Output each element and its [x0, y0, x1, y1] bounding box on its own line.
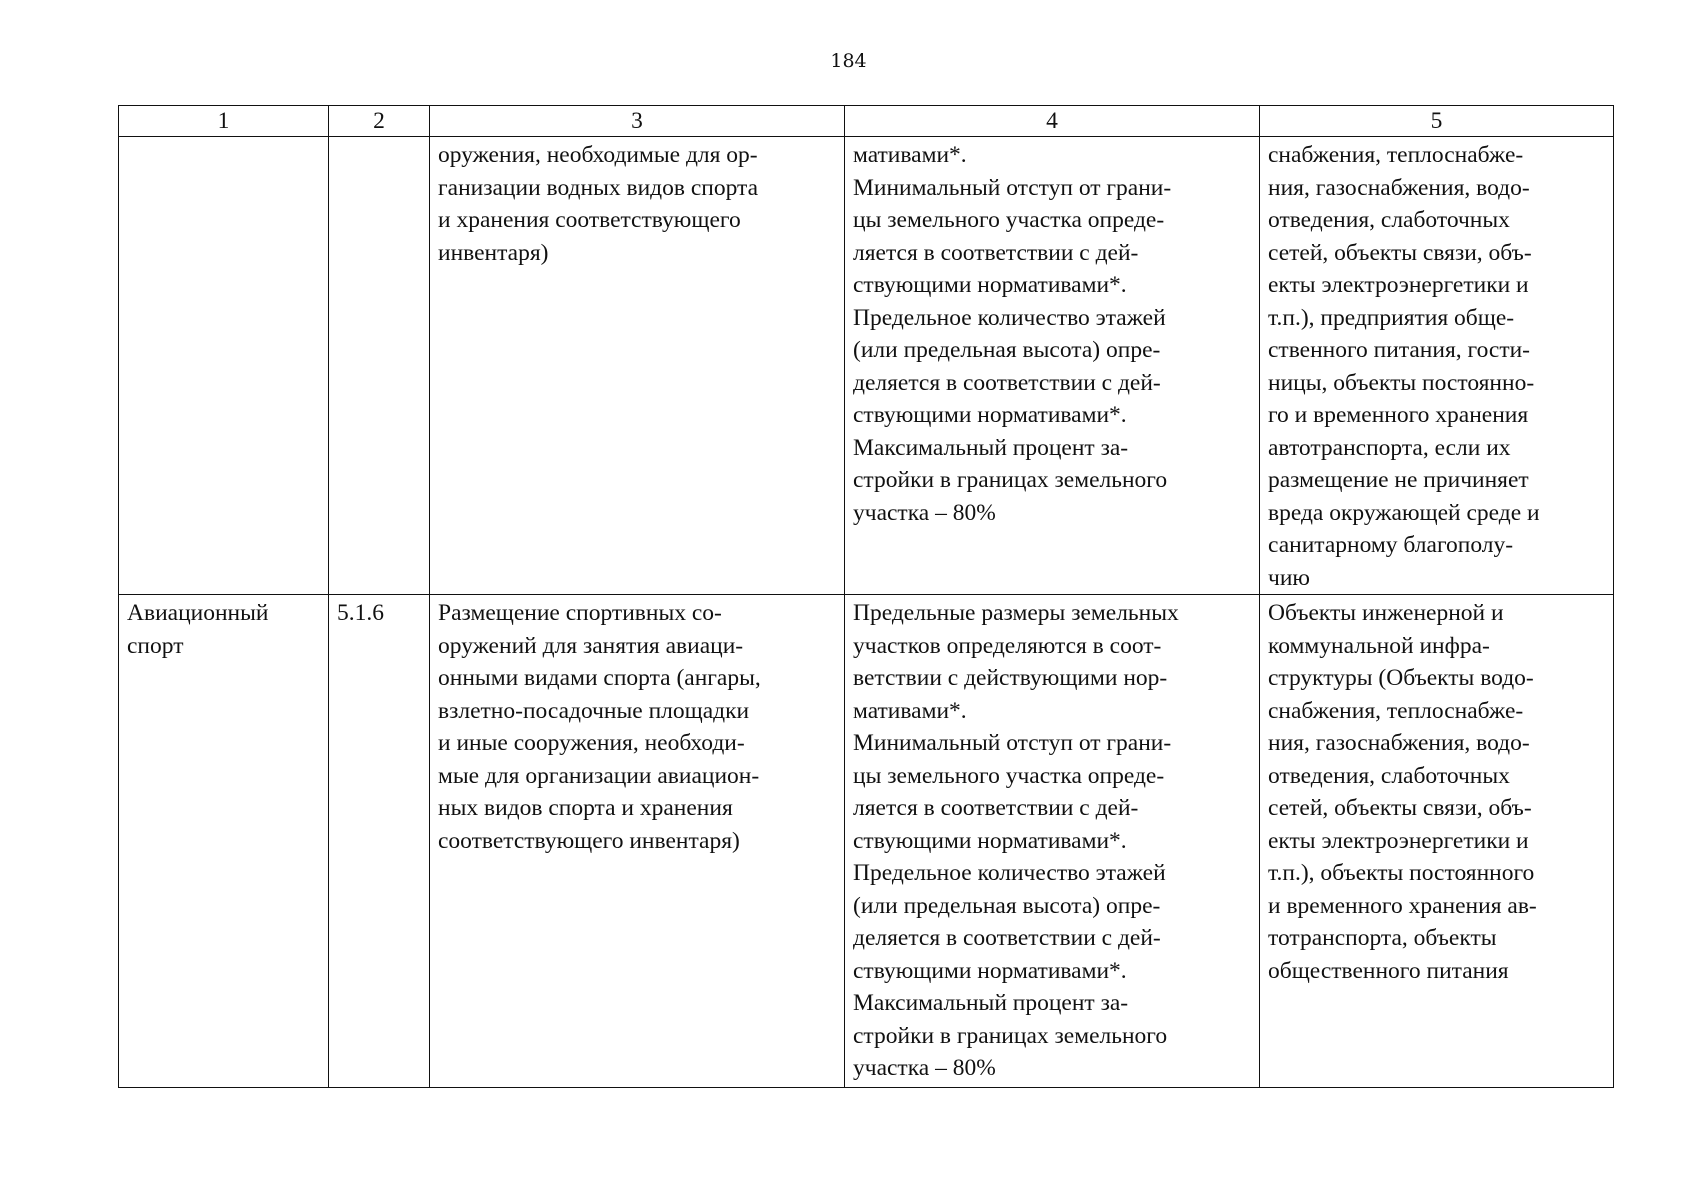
- cell-text-line: чию: [1268, 564, 1310, 591]
- cell-text-line: Размещение спортивных со-: [438, 600, 722, 626]
- cell-text-line: мативами*.: [853, 142, 967, 168]
- cell-text-line: Авиационный: [127, 600, 269, 626]
- cell-text-line: го и временного хранения: [1268, 402, 1529, 428]
- cell-text-line: Предельное количество этажей: [853, 860, 1166, 886]
- cell-activity-description: [430, 595, 845, 1088]
- cell-text-line: спорт: [127, 632, 184, 659]
- cell-activity-name: [119, 137, 329, 595]
- column-header-1: 1: [119, 106, 329, 137]
- cell-text-line: ствующими нормативами*.: [853, 272, 1127, 298]
- cell-text-line: цы земельного участка опреде-: [853, 762, 1165, 789]
- cell-text-line: и хранения соответствующего: [438, 207, 741, 233]
- cell-text-line: деляется в соответствии с дей-: [853, 369, 1161, 396]
- cell-text-line: отведения, слаботочных: [1268, 762, 1510, 789]
- cell-text-line: (или предельная высота) опре-: [853, 892, 1161, 919]
- cell-text-line: структуры (Объекты водо-: [1268, 665, 1534, 691]
- cell-text-line: 5.1.6: [337, 600, 384, 626]
- cell-text-line: инвентаря): [438, 239, 549, 266]
- column-header-5: 5: [1260, 106, 1614, 137]
- cell-auxiliary-uses: [1260, 595, 1614, 1088]
- table-row: [119, 137, 1614, 595]
- cell-text-line: ствующими нормативами*.: [853, 827, 1127, 854]
- cell-activity-description: [430, 137, 845, 595]
- column-header-3: 3: [430, 106, 845, 137]
- cell-text-line: деляется в соответствии с дей-: [853, 925, 1161, 951]
- cell-text-line: размещение не причиняет: [1268, 467, 1529, 493]
- cell-text-line: участков определяются в соот-: [853, 632, 1162, 659]
- cell-text-line: Предельное количество этажей: [853, 304, 1166, 331]
- cell-text-line: т.п.), объекты постоянного: [1268, 860, 1535, 886]
- cell-text-line: ветствии с действующими нор-: [853, 665, 1168, 691]
- regulations-table: [118, 105, 1614, 1088]
- cell-text-line: ганизации водных видов спорта: [438, 174, 759, 201]
- cell-text-line: ляется в соответствии с дей-: [853, 795, 1139, 821]
- cell-parameters: [845, 595, 1260, 1088]
- cell-text-line: (или предельная высота) опре-: [853, 337, 1161, 363]
- cell-auxiliary-uses: [1260, 137, 1614, 595]
- cell-text-line: мые для организации авиацион-: [438, 762, 760, 789]
- cell-text-line: т.п.), предприятия обще-: [1268, 304, 1515, 331]
- cell-text-line: стройки в границах земельного: [853, 1022, 1168, 1049]
- cell-text-line: екты электроэнергетики и: [1268, 827, 1529, 854]
- cell-text-line: онными видами спорта (ангары,: [438, 665, 761, 691]
- cell-text-line: ных видов спорта и хранения: [438, 795, 733, 821]
- cell-text-line: и временного хранения ав-: [1268, 892, 1537, 919]
- cell-text-line: тотранспорта, объекты: [1268, 925, 1497, 951]
- cell-activity-name: [119, 595, 329, 1088]
- page-number: 184: [830, 50, 867, 72]
- cell-text-line: сетей, объекты связи, объ-: [1268, 795, 1532, 821]
- cell-text-line: соответствующего инвентаря): [438, 827, 740, 854]
- cell-activity-code: [329, 595, 430, 1088]
- cell-text-line: цы земельного участка опреде-: [853, 207, 1165, 233]
- cell-text-line: екты электроэнергетики и: [1268, 272, 1529, 298]
- cell-text-line: участка – 80%: [853, 1055, 996, 1081]
- cell-text-line: коммунальной инфра-: [1268, 632, 1490, 659]
- cell-text-line: мативами*.: [853, 697, 967, 724]
- cell-text-line: сетей, объекты связи, объ-: [1268, 239, 1532, 266]
- cell-activity-code: [329, 137, 430, 595]
- cell-text-line: снабжения, теплоснабже-: [1268, 697, 1524, 724]
- cell-text-line: общественного питания: [1268, 957, 1509, 984]
- cell-text-line: ственного питания, гости-: [1268, 337, 1531, 363]
- cell-text-line: ния, газоснабжения, водо-: [1268, 730, 1530, 756]
- cell-text-line: Минимальный отступ от грани-: [853, 174, 1172, 201]
- cell-text-line: оружения, необходимые для ор-: [438, 142, 758, 168]
- table-header-row: [119, 106, 1614, 137]
- cell-text-line: ствующими нормативами*.: [853, 402, 1127, 428]
- cell-text-line: взлетно-посадочные площадки: [438, 697, 750, 724]
- cell-text-line: Объекты инженерной и: [1268, 600, 1504, 626]
- cell-text-line: снабжения, теплоснабже-: [1268, 142, 1524, 168]
- cell-text-line: отведения, слаботочных: [1268, 207, 1510, 233]
- cell-text-line: и иные сооружения, необходи-: [438, 730, 745, 756]
- column-header-4: 4: [845, 106, 1260, 137]
- cell-text-line: вреда окружающей среде и: [1268, 499, 1540, 526]
- cell-text-line: участка – 80%: [853, 499, 996, 526]
- cell-text-line: стройки в границах земельного: [853, 467, 1168, 493]
- cell-text-line: оружений для занятия авиаци-: [438, 632, 744, 659]
- column-header-2: 2: [329, 106, 430, 137]
- cell-text-line: ницы, объекты постоянно-: [1268, 369, 1535, 396]
- cell-text-line: Предельные размеры земельных: [853, 600, 1179, 626]
- cell-parameters: [845, 137, 1260, 595]
- cell-text-line: ляется в соответствии с дей-: [853, 239, 1139, 266]
- cell-text-line: ния, газоснабжения, водо-: [1268, 174, 1530, 201]
- cell-text-line: автотранспорта, если их: [1268, 434, 1511, 461]
- table-row: [119, 595, 1614, 1088]
- cell-text-line: Максимальный процент за-: [853, 990, 1129, 1016]
- cell-text-line: санитарному благополу-: [1268, 532, 1514, 558]
- cell-text-line: Минимальный отступ от грани-: [853, 730, 1172, 756]
- cell-text-line: ствующими нормативами*.: [853, 957, 1127, 984]
- cell-text-line: Максимальный процент за-: [853, 434, 1129, 461]
